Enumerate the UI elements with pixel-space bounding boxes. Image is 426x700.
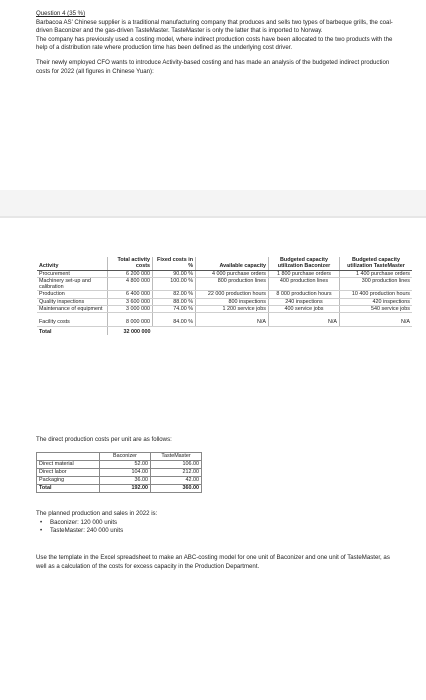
table-row xyxy=(37,469,202,477)
list-item: • Baconizer: 120 000 units xyxy=(50,519,398,528)
paragraph-intro: Barbacoa AS' Chinese supplier is a traditional manufacturing company that produces and sells two types of barbeque grills, the coal-driven Baconizer and the gas-driven TasteMaster. TasteMaster is only the latter that is imported to Norway. xyxy=(36,18,393,35)
activity-tastemaster: 420 inspections xyxy=(340,298,413,305)
list-item: • TasteMaster: 240 000 units xyxy=(50,527,398,536)
cost-total-label: Total xyxy=(37,485,100,493)
table-row xyxy=(37,313,412,326)
header-budget-baconizer: Budgeted capacity utilization Baconizer xyxy=(269,257,340,270)
table-row xyxy=(37,277,412,291)
activity-fixed: 90.00 % xyxy=(153,270,196,277)
header-budget-tastemaster: Budgeted capacity utilization TasteMaster xyxy=(340,257,413,270)
sales-section xyxy=(36,510,398,536)
cost-label: Direct material xyxy=(37,461,100,469)
activity-name: Production xyxy=(37,291,108,298)
activity-fixed: 84.00 % xyxy=(153,313,196,326)
activity-baconizer: 240 inspections xyxy=(269,298,340,305)
header-activity: Activity xyxy=(37,257,108,270)
cost-baconizer: 104.00 xyxy=(100,469,151,477)
cost-tastemaster: 212.00 xyxy=(151,469,202,477)
total-label: Total xyxy=(37,326,108,335)
activity-fixed: 88.00 % xyxy=(153,298,196,305)
activity-baconizer: 400 production lines xyxy=(269,277,340,291)
activity-capacity: 800 inspections xyxy=(196,298,269,305)
activity-name: Quality inspections xyxy=(37,298,108,305)
activity-fixed: 100.00 % xyxy=(153,277,196,291)
table-row xyxy=(37,461,202,469)
direct-costs-intro: The direct production costs per unit are as follows: xyxy=(36,436,172,443)
activity-total: 4 800 000 xyxy=(108,277,153,291)
activity-capacity: N/A xyxy=(196,313,269,326)
table-row xyxy=(37,306,412,313)
activity-name: Facility costs xyxy=(37,313,108,326)
page-divider-line xyxy=(0,216,426,218)
cost-total-baconizer: 192.00 xyxy=(100,485,151,493)
activity-capacity: 22 000 production hours xyxy=(196,291,269,298)
activity-tastemaster: 1 400 purchase orders xyxy=(340,270,413,277)
paragraph-cfo: Their newly employed CFO wants to introduce Activity-based costing and has made an analysis of the budgeted indirect production costs for 2022 (all figures in Chinese Yuan): xyxy=(36,58,390,75)
header-tastemaster: TasteMaster xyxy=(151,453,202,461)
sales-list xyxy=(36,519,398,536)
activity-fixed: 82.00 % xyxy=(153,291,196,298)
paragraph-costing-model: The company has previously used a costing model, where indirect production costs have been allocated to the two products with the help of a distribution rate where production time has been defined as the underlying cost driver. xyxy=(36,35,393,52)
question-title: Question 4 (35 %) xyxy=(36,10,86,17)
activity-total: 3 600 000 xyxy=(108,298,153,305)
cost-baconizer: 52.00 xyxy=(100,461,151,469)
table-row xyxy=(37,477,202,485)
page-divider-band xyxy=(0,190,426,216)
direct-costs-table xyxy=(36,452,202,493)
header-total-activity-costs: Total activity costs xyxy=(108,257,153,270)
sales-intro: The planned production and sales in 2022 is: xyxy=(36,510,158,517)
header-available-capacity: Available capacity xyxy=(196,257,269,270)
activity-baconizer: 1 800 purchase orders xyxy=(269,270,340,277)
total-row xyxy=(37,326,412,335)
activity-name: Maintenance of equipment xyxy=(37,306,108,313)
question-text xyxy=(36,10,398,76)
activity-total: 6 200 000 xyxy=(108,270,153,277)
activity-total: 8 000 000 xyxy=(108,313,153,326)
total-row xyxy=(37,485,202,493)
cost-label: Direct labor xyxy=(37,469,100,477)
header-fixed-costs: Fixed costs in % xyxy=(153,257,196,270)
activity-name: Machinery set-up and calibration xyxy=(37,277,108,291)
activity-capacity: 1 200 service jobs xyxy=(196,306,269,313)
instruction-text: Use the template in the Excel spreadsheet to make an ABC-costing model for one unit of Baconizer and one unit of TasteMaster, as well as a calculation of the costs for excess capacity in the Production Department. xyxy=(36,554,390,570)
table-row xyxy=(37,298,412,305)
activity-baconizer: N/A xyxy=(269,313,340,326)
cost-baconizer: 36.00 xyxy=(100,477,151,485)
activity-capacity: 800 production lines xyxy=(196,277,269,291)
abc-cost-table xyxy=(37,257,412,335)
cost-tastemaster: 106.00 xyxy=(151,461,202,469)
cost-tastemaster: 42.00 xyxy=(151,477,202,485)
total-value: 32 000 000 xyxy=(108,326,153,335)
cost-label: Packaging xyxy=(37,477,100,485)
cost-total-tastemaster: 360.00 xyxy=(151,485,202,493)
header-baconizer: Baconizer xyxy=(100,453,151,461)
activity-name: Procurement xyxy=(37,270,108,277)
activity-total: 3 000 000 xyxy=(108,306,153,313)
table-row xyxy=(37,270,412,277)
activity-capacity: 4 000 purchase orders xyxy=(196,270,269,277)
activity-fixed: 74.00 % xyxy=(153,306,196,313)
activity-total: 6 400 000 xyxy=(108,291,153,298)
activity-tastemaster: N/A xyxy=(340,313,413,326)
activity-baconizer: 400 service jobs xyxy=(269,306,340,313)
activity-tastemaster: 10 400 production hours xyxy=(340,291,413,298)
activity-tastemaster: 300 production lines xyxy=(340,277,413,291)
activity-tastemaster: 540 service jobs xyxy=(340,306,413,313)
table-row xyxy=(37,291,412,298)
activity-baconizer: 8 000 production hours xyxy=(269,291,340,298)
